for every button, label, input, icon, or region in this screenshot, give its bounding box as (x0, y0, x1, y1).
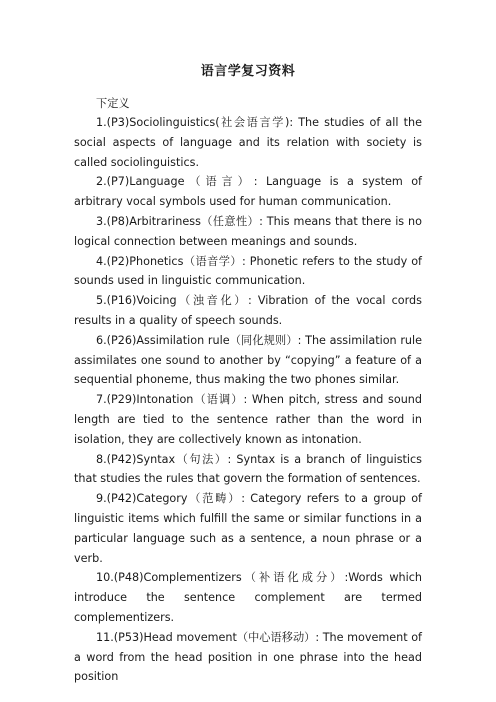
definition-entry-6: 6.(P26)Assimilation rule（同化规则）: The assimilation rule assimilates one sound to another by “copying” a feature of a sequential phoneme, thus making the two phones similar. (74, 333, 422, 387)
definition-entry-5: 5.(P16)Voicing（浊音化）: Vibration of the vocal cords results in a quality of speech sounds. (74, 294, 422, 327)
definition-entry-7: 7.(P29)Intonation（语调）: When pitch, stress and sound length are tied to the sentence rather than the word in isolation, they are collectively known as intonation. (74, 393, 422, 446)
definition-entry-1: 1.(P3)Sociolinguistics(社会语言学): The studies of all the social aspects of language and its relation with society is called sociolinguistics. (74, 116, 422, 169)
definition-entry-4: 4.(P2)Phonetics（语音学）: Phonetic refers to the study of sounds used in linguistic communication. (74, 254, 422, 288)
definition-entry-8: 8.(P42)Syntax（句法）: Syntax is a branch of linguistics that studies the rules that govern the formation of sentences. (74, 452, 422, 486)
definition-entry-11: 11.(P53)Head movement（中心语移动）: The movement of a word from the head position in one phrase into the head position (74, 630, 422, 684)
definition-entry-3: 3.(P8)Arbitrariness（任意性）: This means that there is no logical connection between meanings and sounds. (74, 214, 422, 248)
definition-entry-10: 10.(P48)Complementizers（补语化成分）:Words which introduce the sentence complement are termed complementizers. (74, 571, 422, 624)
document-title: 语言学复习资料 (200, 64, 296, 79)
definition-entry-9: 9.(P42)Category（范畴）: Category refers to a group of linguistic items which fulfill the same or similar functions in a particular language such as a sentence, a noun phrase or a verb. (74, 492, 422, 565)
definition-entry-2: 2.(P7)Language（语言）: Language is a system of arbitrary vocal symbols used for human communication. (74, 175, 422, 209)
section-heading: 下定义 (96, 97, 130, 110)
